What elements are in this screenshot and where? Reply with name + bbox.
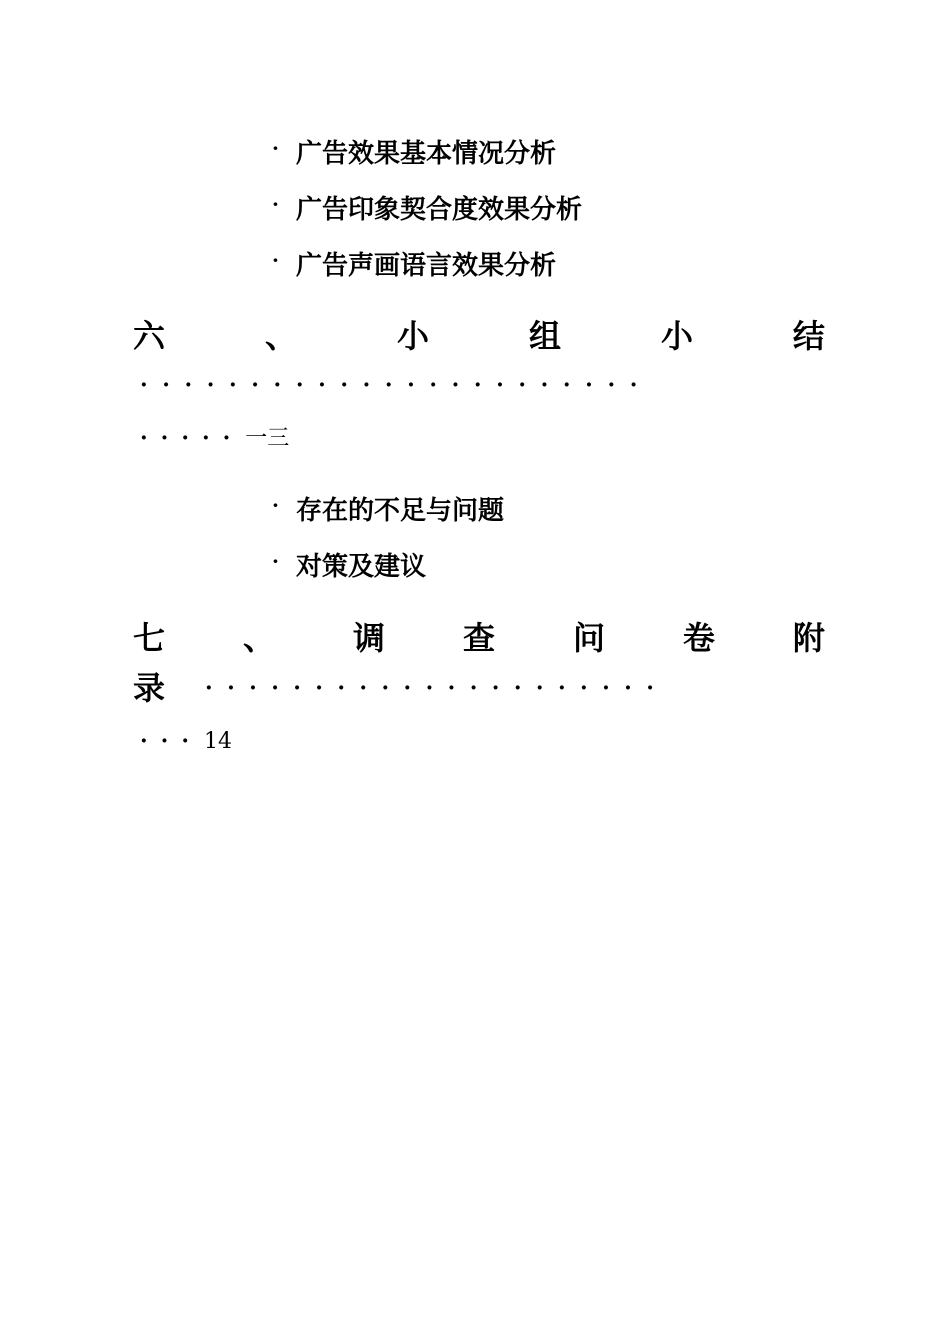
heading-char: 结 [792, 317, 825, 355]
toc-heading-section6[interactable] [133, 316, 825, 356]
heading-char: 六 [133, 317, 166, 355]
bullet-icon: · [272, 192, 279, 216]
toc-page-number: 一三 [245, 426, 290, 451]
heading-char: 卷 [682, 619, 715, 657]
heading-char: 、 [264, 317, 297, 355]
section6-subitem-list [272, 493, 504, 605]
bullet-icon: · [272, 493, 279, 517]
heading-char: 查 [462, 619, 495, 657]
toc-leader-dots: ····················· [205, 675, 669, 701]
toc-subitem[interactable] [272, 549, 504, 605]
bullet-icon: · [272, 549, 279, 573]
heading-char: 录 [133, 669, 166, 707]
toc-heading-section7-continued [133, 668, 825, 708]
toc-subitem-label: 广告效果基本情况分析 [296, 139, 557, 169]
heading-char: 调 [352, 619, 385, 657]
section5-subitem-list [272, 136, 582, 304]
heading-char: 七 [133, 619, 166, 657]
heading-char: 附 [792, 619, 825, 657]
toc-leader-dots: ······················· [140, 372, 652, 398]
toc-subitem[interactable] [272, 493, 504, 549]
toc-subitem[interactable] [272, 248, 582, 304]
toc-subitem-label: 存在的不足与问题 [296, 496, 505, 526]
toc-subitem[interactable] [272, 136, 582, 192]
heading-char: 、 [242, 619, 275, 657]
heading-char: 组 [528, 317, 561, 355]
toc-leader-dots: ··· [140, 728, 202, 754]
toc-page-number: 14 [203, 729, 232, 754]
heading-char: 小 [660, 317, 693, 355]
toc-subitem-label: 广告声画语言效果分析 [296, 251, 557, 281]
toc-heading-section7[interactable] [133, 618, 825, 658]
toc-subitem-label: 广告印象契合度效果分析 [296, 195, 583, 225]
toc-leader-dots: ····· [140, 425, 244, 451]
heading-char: 问 [572, 619, 605, 657]
toc-page-ref-section7 [140, 728, 232, 755]
toc-page-ref-section6 [140, 425, 289, 452]
bullet-icon: · [272, 248, 279, 272]
heading-char: 小 [396, 317, 429, 355]
bullet-icon: · [272, 136, 279, 160]
toc-subitem-label: 对策及建议 [296, 552, 427, 582]
toc-subitem[interactable] [272, 192, 582, 248]
